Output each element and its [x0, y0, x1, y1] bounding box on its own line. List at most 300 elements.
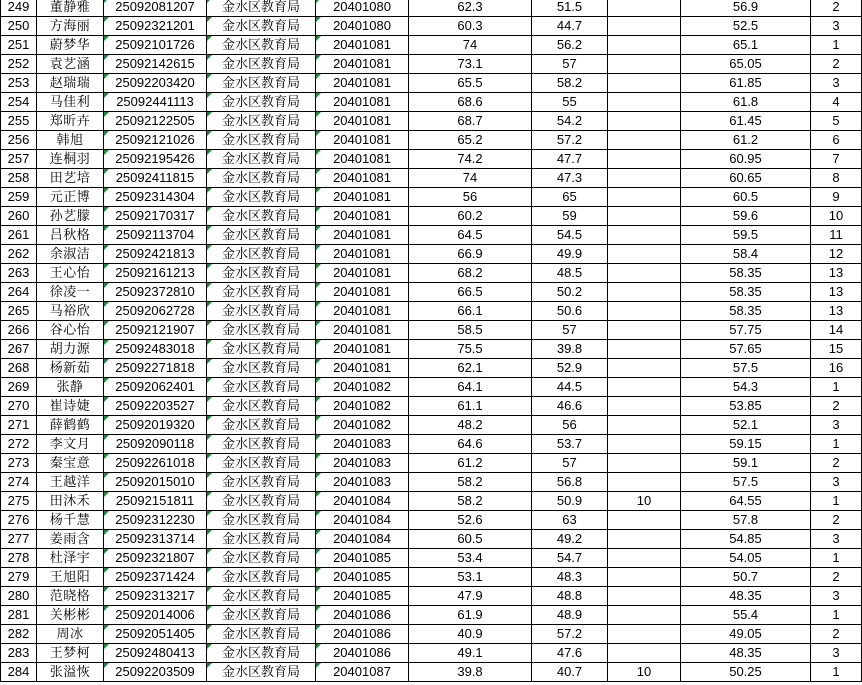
position-code-cell: 20401087 [316, 663, 409, 682]
position-code-cell: 20401081 [316, 245, 409, 264]
table-row [1, 416, 862, 435]
row-number: 282 [1, 625, 37, 644]
department-cell: 金水区教育局 [207, 568, 316, 587]
rank-cell: 3 [811, 74, 862, 93]
rank-cell: 5 [811, 112, 862, 131]
total-score-cell: 55.4 [681, 606, 811, 625]
interview-score-cell: 56 [532, 416, 608, 435]
position-code-cell: 20401086 [316, 625, 409, 644]
department-cell: 金水区教育局 [207, 644, 316, 663]
exam-id-cell: 25092261018 [104, 454, 207, 473]
department-cell: 金水区教育局 [207, 226, 316, 245]
name-cell: 马佳利 [37, 93, 104, 112]
exam-id-cell: 25092062728 [104, 302, 207, 321]
rank-cell: 2 [811, 397, 862, 416]
bonus-score-cell [608, 587, 681, 606]
written-score-cell: 65.2 [409, 131, 532, 150]
rank-cell: 1 [811, 663, 862, 682]
interview-score-cell: 44.5 [532, 378, 608, 397]
row-number: 253 [1, 74, 37, 93]
name-cell: 王心怡 [37, 264, 104, 283]
position-code-cell: 20401081 [316, 131, 409, 150]
written-score-cell: 49.1 [409, 644, 532, 663]
name-cell: 周冰 [37, 625, 104, 644]
table-row [1, 188, 862, 207]
written-score-cell: 66.1 [409, 302, 532, 321]
bonus-score-cell [608, 169, 681, 188]
position-code-cell: 20401081 [316, 74, 409, 93]
name-cell: 元正博 [37, 188, 104, 207]
total-score-cell: 60.5 [681, 188, 811, 207]
interview-score-cell: 57.2 [532, 131, 608, 150]
department-cell: 金水区教育局 [207, 359, 316, 378]
table-row [1, 264, 862, 283]
row-number: 251 [1, 36, 37, 55]
bonus-score-cell [608, 55, 681, 74]
written-score-cell: 73.1 [409, 55, 532, 74]
row-number: 258 [1, 169, 37, 188]
bonus-score-cell [608, 188, 681, 207]
exam-id-cell: 25092483018 [104, 340, 207, 359]
total-score-cell: 64.55 [681, 492, 811, 511]
score-table-body [1, 0, 862, 682]
exam-id-cell: 25092142615 [104, 55, 207, 74]
written-score-cell: 47.9 [409, 587, 532, 606]
total-score-cell: 58.35 [681, 264, 811, 283]
bonus-score-cell [608, 340, 681, 359]
bonus-score-cell [608, 283, 681, 302]
department-cell: 金水区教育局 [207, 625, 316, 644]
row-number: 278 [1, 549, 37, 568]
rank-cell: 12 [811, 245, 862, 264]
written-score-cell: 60.3 [409, 17, 532, 36]
name-cell: 杨千慧 [37, 511, 104, 530]
table-row [1, 663, 862, 682]
row-number: 269 [1, 378, 37, 397]
position-code-cell: 20401081 [316, 169, 409, 188]
table-row [1, 0, 862, 17]
exam-id-cell: 25092313714 [104, 530, 207, 549]
interview-score-cell: 54.2 [532, 112, 608, 131]
department-cell: 金水区教育局 [207, 378, 316, 397]
bonus-score-cell [608, 207, 681, 226]
rank-cell: 13 [811, 264, 862, 283]
exam-id-cell: 25092203420 [104, 74, 207, 93]
table-row [1, 549, 862, 568]
position-code-cell: 20401081 [316, 207, 409, 226]
interview-score-cell: 50.9 [532, 492, 608, 511]
name-cell: 方海丽 [37, 17, 104, 36]
bonus-score-cell [608, 454, 681, 473]
total-score-cell: 57.65 [681, 340, 811, 359]
total-score-cell: 57.5 [681, 359, 811, 378]
rank-cell: 13 [811, 283, 862, 302]
position-code-cell: 20401084 [316, 492, 409, 511]
written-score-cell: 39.8 [409, 663, 532, 682]
rank-cell: 3 [811, 587, 862, 606]
table-row [1, 568, 862, 587]
department-cell: 金水区教育局 [207, 188, 316, 207]
department-cell: 金水区教育局 [207, 74, 316, 93]
name-cell: 关彬彬 [37, 606, 104, 625]
exam-id-cell: 25092113704 [104, 226, 207, 245]
exam-id-cell: 25092321807 [104, 549, 207, 568]
department-cell: 金水区教育局 [207, 530, 316, 549]
row-number: 261 [1, 226, 37, 245]
bonus-score-cell [608, 264, 681, 283]
exam-id-cell: 25092411815 [104, 169, 207, 188]
interview-score-cell: 65 [532, 188, 608, 207]
name-cell: 谷心怡 [37, 321, 104, 340]
position-code-cell: 20401086 [316, 606, 409, 625]
name-cell: 张溢恢 [37, 663, 104, 682]
department-cell: 金水区教育局 [207, 264, 316, 283]
position-code-cell: 20401081 [316, 55, 409, 74]
table-row [1, 207, 862, 226]
interview-score-cell: 57 [532, 454, 608, 473]
interview-score-cell: 47.7 [532, 150, 608, 169]
name-cell: 孙艺朦 [37, 207, 104, 226]
written-score-cell: 48.2 [409, 416, 532, 435]
total-score-cell: 50.25 [681, 663, 811, 682]
bonus-score-cell [608, 245, 681, 264]
written-score-cell: 75.5 [409, 340, 532, 359]
interview-score-cell: 54.7 [532, 549, 608, 568]
table-row [1, 226, 862, 245]
written-score-cell: 60.2 [409, 207, 532, 226]
exam-id-cell: 25092015010 [104, 473, 207, 492]
rank-cell: 2 [811, 454, 862, 473]
written-score-cell: 74.2 [409, 150, 532, 169]
exam-id-cell: 25092161213 [104, 264, 207, 283]
row-number: 267 [1, 340, 37, 359]
name-cell: 蔚梦华 [37, 36, 104, 55]
exam-id-cell: 25092441113 [104, 93, 207, 112]
total-score-cell: 52.1 [681, 416, 811, 435]
row-number: 254 [1, 93, 37, 112]
rank-cell: 16 [811, 359, 862, 378]
exam-id-cell: 25092372810 [104, 283, 207, 302]
row-number: 256 [1, 131, 37, 150]
interview-score-cell: 59 [532, 207, 608, 226]
written-score-cell: 40.9 [409, 625, 532, 644]
total-score-cell: 54.05 [681, 549, 811, 568]
rank-cell: 1 [811, 378, 862, 397]
bonus-score-cell [608, 549, 681, 568]
total-score-cell: 59.15 [681, 435, 811, 454]
exam-id-cell: 25092081207 [104, 0, 207, 17]
department-cell: 金水区教育局 [207, 492, 316, 511]
department-cell: 金水区教育局 [207, 473, 316, 492]
exam-id-cell: 25092051405 [104, 625, 207, 644]
table-row [1, 112, 862, 131]
department-cell: 金水区教育局 [207, 321, 316, 340]
name-cell: 姜雨含 [37, 530, 104, 549]
row-number: 271 [1, 416, 37, 435]
exam-id-cell: 25092313217 [104, 587, 207, 606]
total-score-cell: 57.5 [681, 473, 811, 492]
total-score-cell: 48.35 [681, 644, 811, 663]
rank-cell: 2 [811, 625, 862, 644]
table-row [1, 435, 862, 454]
bonus-score-cell [608, 17, 681, 36]
rank-cell: 1 [811, 606, 862, 625]
position-code-cell: 20401082 [316, 416, 409, 435]
total-score-cell: 56.9 [681, 0, 811, 17]
total-score-cell: 58.35 [681, 283, 811, 302]
department-cell: 金水区教育局 [207, 112, 316, 131]
total-score-cell: 65.05 [681, 55, 811, 74]
position-code-cell: 20401081 [316, 226, 409, 245]
written-score-cell: 74 [409, 36, 532, 55]
department-cell: 金水区教育局 [207, 587, 316, 606]
name-cell: 王旭阳 [37, 568, 104, 587]
total-score-cell: 50.7 [681, 568, 811, 587]
rank-cell: 11 [811, 226, 862, 245]
exam-id-cell: 25092062401 [104, 378, 207, 397]
table-row [1, 131, 862, 150]
total-score-cell: 58.35 [681, 302, 811, 321]
total-score-cell: 59.1 [681, 454, 811, 473]
position-code-cell: 20401081 [316, 36, 409, 55]
department-cell: 金水区教育局 [207, 511, 316, 530]
written-score-cell: 62.1 [409, 359, 532, 378]
total-score-cell: 61.2 [681, 131, 811, 150]
name-cell: 连桐羽 [37, 150, 104, 169]
row-number: 250 [1, 17, 37, 36]
name-cell: 郑昕卉 [37, 112, 104, 131]
rank-cell: 3 [811, 17, 862, 36]
department-cell: 金水区教育局 [207, 454, 316, 473]
total-score-cell: 57.8 [681, 511, 811, 530]
exam-id-cell: 25092019320 [104, 416, 207, 435]
rank-cell: 14 [811, 321, 862, 340]
total-score-cell: 61.45 [681, 112, 811, 131]
total-score-cell: 65.1 [681, 36, 811, 55]
position-code-cell: 20401081 [316, 321, 409, 340]
exam-id-cell: 25092122505 [104, 112, 207, 131]
row-number: 270 [1, 397, 37, 416]
position-code-cell: 20401085 [316, 587, 409, 606]
table-row [1, 454, 862, 473]
written-score-cell: 66.5 [409, 283, 532, 302]
department-cell: 金水区教育局 [207, 150, 316, 169]
rank-cell: 13 [811, 302, 862, 321]
bonus-score-cell [608, 0, 681, 17]
interview-score-cell: 48.9 [532, 606, 608, 625]
written-score-cell: 53.1 [409, 568, 532, 587]
table-row [1, 74, 862, 93]
interview-score-cell: 48.3 [532, 568, 608, 587]
rank-cell: 3 [811, 416, 862, 435]
rank-cell: 3 [811, 473, 862, 492]
name-cell: 王梦柯 [37, 644, 104, 663]
written-score-cell: 58.5 [409, 321, 532, 340]
bonus-score-cell [608, 397, 681, 416]
table-row [1, 93, 862, 112]
rank-cell: 7 [811, 150, 862, 169]
written-score-cell: 64.1 [409, 378, 532, 397]
total-score-cell: 52.5 [681, 17, 811, 36]
rank-cell: 1 [811, 36, 862, 55]
row-number: 274 [1, 473, 37, 492]
table-row [1, 36, 862, 55]
bonus-score-cell [608, 606, 681, 625]
total-score-cell: 60.65 [681, 169, 811, 188]
row-number: 275 [1, 492, 37, 511]
total-score-cell: 59.5 [681, 226, 811, 245]
exam-id-cell: 25092271818 [104, 359, 207, 378]
table-row [1, 55, 862, 74]
row-number: 259 [1, 188, 37, 207]
total-score-cell: 59.6 [681, 207, 811, 226]
department-cell: 金水区教育局 [207, 0, 316, 17]
written-score-cell: 64.6 [409, 435, 532, 454]
bonus-score-cell [608, 36, 681, 55]
bonus-score-cell [608, 150, 681, 169]
written-score-cell: 52.6 [409, 511, 532, 530]
bonus-score-cell [608, 359, 681, 378]
interview-score-cell: 50.2 [532, 283, 608, 302]
table-row [1, 245, 862, 264]
row-number: 249 [1, 0, 37, 17]
department-cell: 金水区教育局 [207, 549, 316, 568]
table-row [1, 378, 862, 397]
table-row [1, 150, 862, 169]
row-number: 276 [1, 511, 37, 530]
written-score-cell: 61.2 [409, 454, 532, 473]
exam-id-cell: 25092480413 [104, 644, 207, 663]
department-cell: 金水区教育局 [207, 93, 316, 112]
department-cell: 金水区教育局 [207, 302, 316, 321]
exam-id-cell: 25092371424 [104, 568, 207, 587]
name-cell: 田沐禾 [37, 492, 104, 511]
table-row [1, 321, 862, 340]
table-row [1, 644, 862, 663]
department-cell: 金水区教育局 [207, 416, 316, 435]
table-row [1, 492, 862, 511]
position-code-cell: 20401081 [316, 264, 409, 283]
department-cell: 金水区教育局 [207, 606, 316, 625]
total-score-cell: 54.3 [681, 378, 811, 397]
name-cell: 徐凌一 [37, 283, 104, 302]
bonus-score-cell [608, 93, 681, 112]
rank-cell: 3 [811, 644, 862, 663]
row-number: 272 [1, 435, 37, 454]
name-cell: 袁艺涵 [37, 55, 104, 74]
name-cell: 王越洋 [37, 473, 104, 492]
row-number: 273 [1, 454, 37, 473]
interview-score-cell: 39.8 [532, 340, 608, 359]
rank-cell: 8 [811, 169, 862, 188]
row-number: 281 [1, 606, 37, 625]
interview-score-cell: 48.8 [532, 587, 608, 606]
total-score-cell: 53.85 [681, 397, 811, 416]
name-cell: 范晓格 [37, 587, 104, 606]
name-cell: 马裕欣 [37, 302, 104, 321]
interview-score-cell: 57 [532, 55, 608, 74]
position-code-cell: 20401081 [316, 112, 409, 131]
written-score-cell: 68.2 [409, 264, 532, 283]
exam-id-cell: 25092101726 [104, 36, 207, 55]
exam-id-cell: 25092314304 [104, 188, 207, 207]
position-code-cell: 20401083 [316, 473, 409, 492]
written-score-cell: 53.4 [409, 549, 532, 568]
table-row [1, 17, 862, 36]
exam-id-cell: 25092312230 [104, 511, 207, 530]
department-cell: 金水区教育局 [207, 169, 316, 188]
rank-cell: 3 [811, 530, 862, 549]
position-code-cell: 20401081 [316, 93, 409, 112]
name-cell: 杨新茹 [37, 359, 104, 378]
written-score-cell: 66.9 [409, 245, 532, 264]
interview-score-cell: 55 [532, 93, 608, 112]
row-number: 263 [1, 264, 37, 283]
bonus-score-cell [608, 226, 681, 245]
interview-score-cell: 52.9 [532, 359, 608, 378]
bonus-score-cell [608, 378, 681, 397]
position-code-cell: 20401085 [316, 568, 409, 587]
position-code-cell: 20401084 [316, 530, 409, 549]
interview-score-cell: 50.6 [532, 302, 608, 321]
bonus-score-cell [608, 131, 681, 150]
bonus-score-cell [608, 511, 681, 530]
total-score-cell: 54.85 [681, 530, 811, 549]
total-score-cell: 49.05 [681, 625, 811, 644]
exam-id-cell: 25092421813 [104, 245, 207, 264]
bonus-score-cell [608, 302, 681, 321]
name-cell: 董静雅 [37, 0, 104, 17]
exam-id-cell: 25092121026 [104, 131, 207, 150]
written-score-cell: 74 [409, 169, 532, 188]
interview-score-cell: 47.3 [532, 169, 608, 188]
row-number: 257 [1, 150, 37, 169]
bonus-score-cell [608, 644, 681, 663]
position-code-cell: 20401082 [316, 397, 409, 416]
bonus-score-cell: 10 [608, 663, 681, 682]
name-cell: 田艺培 [37, 169, 104, 188]
bonus-score-cell [608, 530, 681, 549]
rank-cell: 2 [811, 568, 862, 587]
name-cell: 秦宝意 [37, 454, 104, 473]
row-number: 262 [1, 245, 37, 264]
position-code-cell: 20401083 [316, 435, 409, 454]
position-code-cell: 20401081 [316, 302, 409, 321]
interview-score-cell: 53.7 [532, 435, 608, 454]
row-number: 277 [1, 530, 37, 549]
department-cell: 金水区教育局 [207, 207, 316, 226]
total-score-cell: 58.4 [681, 245, 811, 264]
rank-cell: 1 [811, 492, 862, 511]
row-number: 264 [1, 283, 37, 302]
table-row [1, 169, 862, 188]
row-number: 260 [1, 207, 37, 226]
name-cell: 杜泽宇 [37, 549, 104, 568]
row-number: 280 [1, 587, 37, 606]
bonus-score-cell [608, 416, 681, 435]
rank-cell: 15 [811, 340, 862, 359]
position-code-cell: 20401080 [316, 0, 409, 17]
department-cell: 金水区教育局 [207, 17, 316, 36]
row-number: 265 [1, 302, 37, 321]
rank-cell: 2 [811, 511, 862, 530]
exam-id-cell: 25092014006 [104, 606, 207, 625]
total-score-cell: 60.95 [681, 150, 811, 169]
interview-score-cell: 58.2 [532, 74, 608, 93]
rank-cell: 10 [811, 207, 862, 226]
position-code-cell: 20401086 [316, 644, 409, 663]
total-score-cell: 61.8 [681, 93, 811, 112]
